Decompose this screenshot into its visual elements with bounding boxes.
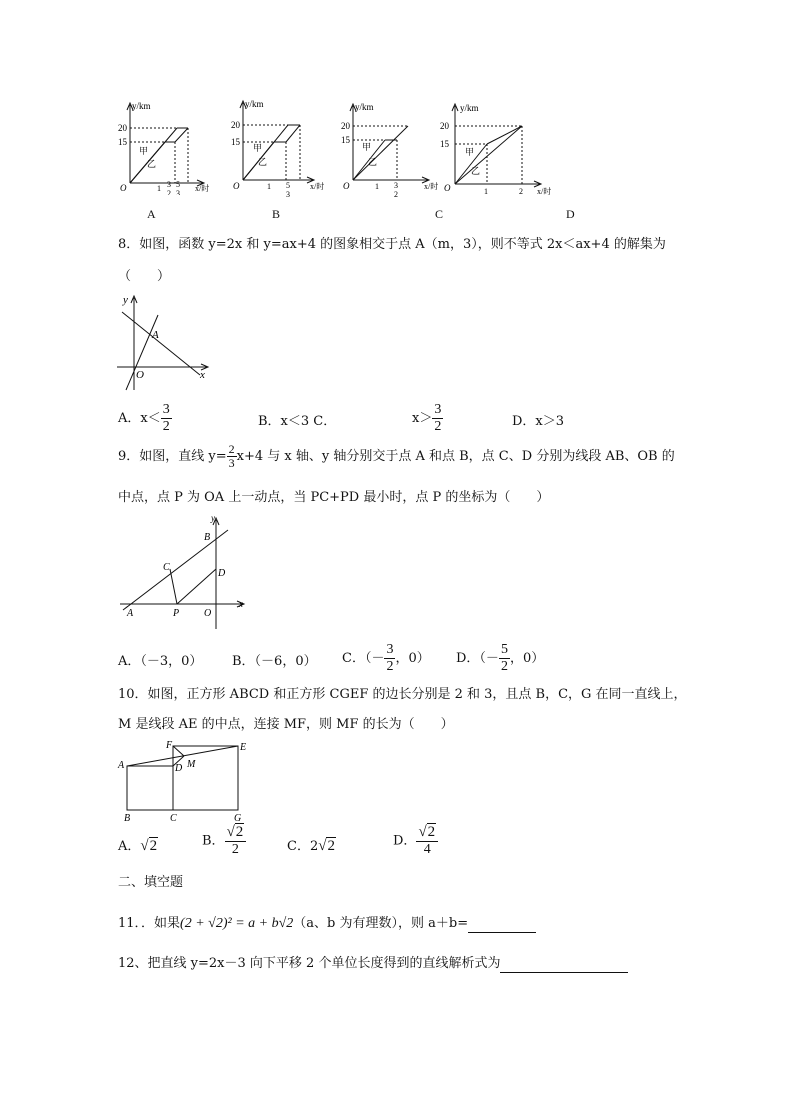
svg-text:2: 2 [519,187,523,196]
svg-text:P: P [173,608,180,619]
y-axis-label: y/km [132,101,151,111]
svg-text:1: 1 [484,187,488,196]
q10-option-c[interactable]: C．2√2 [287,838,335,854]
q7-graph-b [228,95,338,200]
svg-text:x/时: x/时 [424,182,439,191]
svg-text:15: 15 [231,137,240,147]
q7-graph-a [115,95,220,195]
svg-text:y: y [123,294,128,306]
svg-text:15: 15 [341,135,350,145]
label-yi: 乙 [147,159,157,169]
q8-option-a[interactable]: A．x＜ $\frac{3}{2}$ [118,402,170,434]
svg-text:甲: 甲 [253,143,263,153]
svg-text:M: M [187,759,196,770]
tick-15: 15 [118,137,127,147]
origin-label: O [120,183,127,193]
svg-text:D: D [218,568,226,579]
q9-text-line1: 9．如图，直线 y= $\frac{2}{3}$ x+4 与 x 轴、y 轴分别交于点 A 和点 B，点 C、D 分别为线段 AB、OB 的 [118,442,675,470]
svg-text:5: 5 [286,181,290,190]
svg-text:3: 3 [394,181,398,190]
q9-option-c[interactable]: C．（－ $\frac{3}{2}$ ，0） [342,642,430,674]
q9-text-line2: 中点，点 P 为 OA 上一动点，当 PC+PD 最小时，点 P 的坐标为（ ） [118,490,550,505]
svg-text:O: O [136,369,144,381]
svg-text:x/时: x/时 [537,187,552,196]
q8-option-d[interactable]: D．x＞3 [512,414,565,429]
label-jia: 甲 [139,146,149,156]
svg-text:C: C [170,813,177,824]
svg-text:乙: 乙 [258,157,268,167]
q12: 12、把直线 y=2x－3 向下平移 2 个单位长度得到的直线解析式为 [118,955,628,973]
svg-text:A: A [127,608,134,619]
q8-paren: （ ） [118,269,171,284]
q10-text-line1: 10．如图，正方形 ABCD 和正方形 CGEF 的边长分别是 2 和 3，且点 B，C，G 在同一直线上， [118,687,687,702]
svg-text:甲: 甲 [465,147,475,157]
svg-text:D: D [175,763,183,774]
q10-text-line2: M 是线段 AE 的中点，连接 MF，则 MF 的长为（ ） [118,717,454,732]
svg-text:O: O [204,608,212,619]
svg-text:乙: 乙 [471,166,481,176]
q9-option-b[interactable]: B．（－6，0） [232,654,317,669]
q8-text: 8．如图，函数 y=2x 和 y=ax+4 的图象相交于点 A（m，3），则不等式 2x＜ax+4 的解集为 [118,237,666,252]
svg-text:20: 20 [440,121,449,131]
svg-text:O: O [233,181,240,191]
svg-text:G: G [234,813,242,824]
svg-text:甲: 甲 [362,142,372,152]
svg-text:乙: 乙 [368,157,378,167]
svg-text:y/km: y/km [245,99,264,109]
svg-text:3: 3 [286,190,290,199]
q9-option-d[interactable]: D．（－ $\frac{5}{2}$ ，0） [456,642,545,674]
q9-option-a[interactable]: A．（－3，0） [118,654,203,669]
svg-text:y/km: y/km [460,103,479,113]
svg-text:y: y [211,514,215,523]
q7-graph-d [440,98,565,200]
q7-graph-c [338,98,448,198]
svg-text:A: A [152,329,159,341]
svg-text:1: 1 [157,184,161,193]
tick-20: 20 [118,123,127,133]
q8-figure [112,290,212,392]
section-heading: 二、填空题 [118,875,184,890]
svg-text:O: O [343,181,350,191]
svg-text:E: E [240,742,247,753]
svg-text:2: 2 [394,190,398,198]
q11: 11．．如果(2 + √2)² = a + b√2（a、b 为有理数），则 a＋b= [118,915,536,933]
svg-text:3: 3 [167,180,171,189]
q8-option-c[interactable]: x＞ $\frac{3}{2}$ [412,402,442,434]
svg-text:20: 20 [341,121,350,131]
q8-option-b[interactable]: B．x＜3 C． [258,414,337,429]
svg-text:B: B [124,813,131,824]
svg-text:O: O [444,183,451,193]
svg-text:15: 15 [440,139,449,149]
q10-option-a[interactable]: A．√2 [118,838,158,854]
svg-text:x: x [200,369,205,381]
svg-text:C: C [163,562,170,573]
option-letter-b: B [272,207,281,221]
svg-text:1: 1 [375,182,379,191]
q10-figure [116,738,256,826]
svg-text:5: 5 [176,180,180,189]
svg-text:y/km: y/km [355,102,374,112]
x-axis-label: x/时 [195,184,210,193]
svg-text:x: x [239,599,243,609]
option-letter-d: D [566,207,575,221]
q10-option-d[interactable]: D． $\frac{√2}{4}$ [393,824,438,858]
svg-text:2: 2 [167,189,171,195]
q12-answer-blank[interactable] [500,958,628,973]
svg-text:3: 3 [176,189,180,195]
q11-answer-blank[interactable] [468,918,536,933]
svg-text:1: 1 [267,182,271,191]
svg-text:x/时: x/时 [310,182,325,191]
svg-text:F: F [166,740,173,751]
svg-text:20: 20 [231,120,240,130]
q10-option-b[interactable]: B． $\frac{√2}{2}$ [202,824,246,858]
q9-figure [118,514,248,632]
svg-text:A: A [118,760,125,771]
option-letter-a: A [147,207,156,221]
option-letter-c: C [435,207,444,221]
svg-text:B: B [204,532,211,543]
